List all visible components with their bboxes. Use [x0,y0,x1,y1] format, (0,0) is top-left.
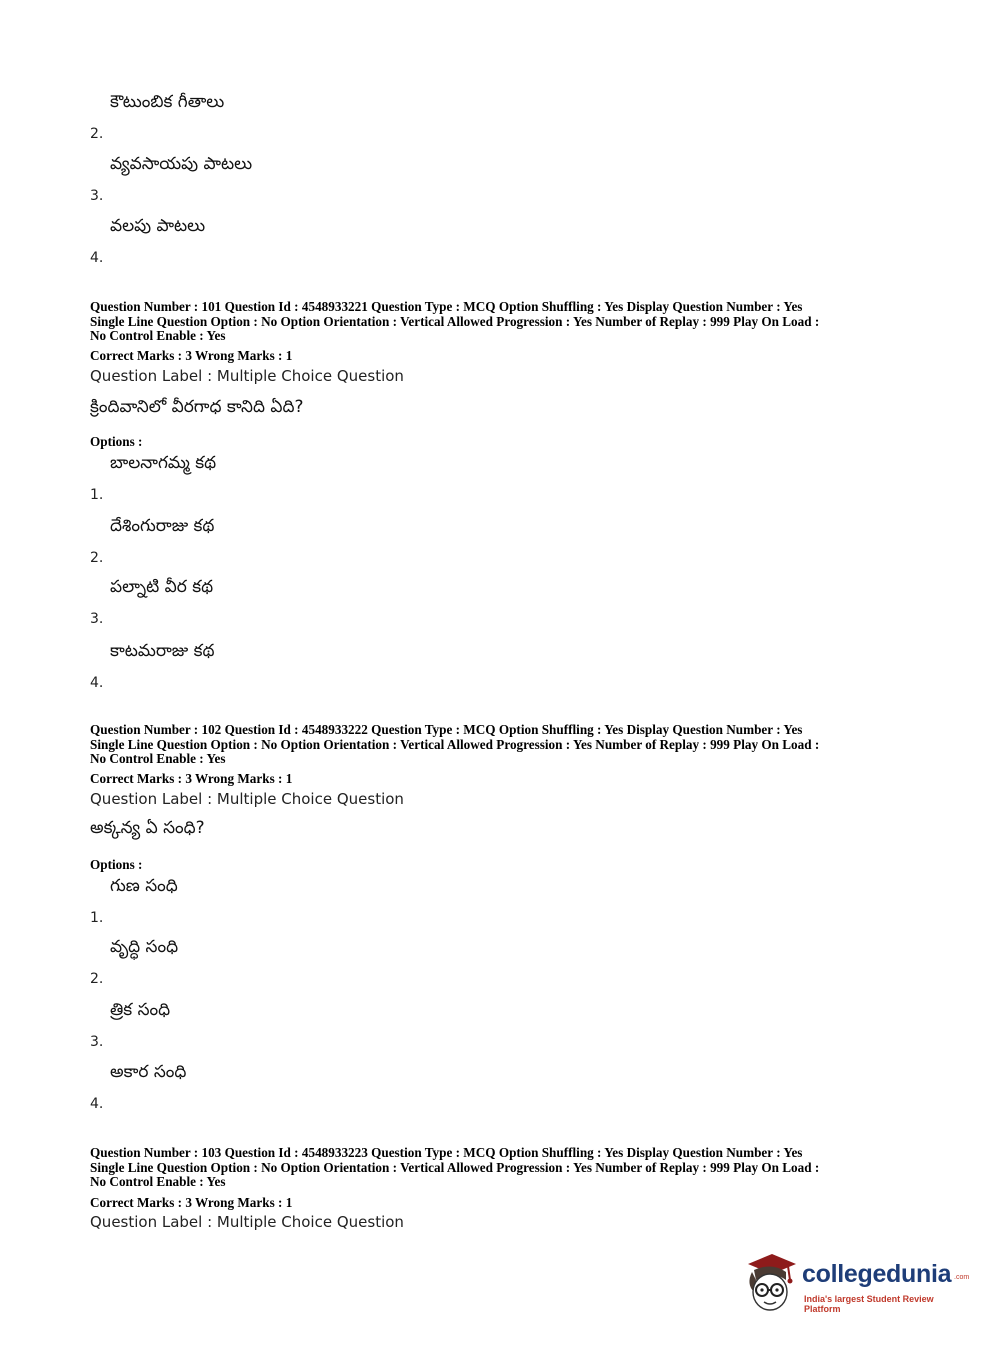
option-text: అకార సంధి [110,1062,187,1082]
option-text: వలపు పాటలు [110,216,206,236]
meta-line: Single Line Question Option : No Option Orientation : Vertical Allowed Progression : Yes Number of Replay : 999 Play On Load : [90,736,820,752]
option-number: 2. [90,971,104,987]
meta-line: Single Line Question Option : No Option Orientation : Vertical Allowed Progression : Yes Number of Replay : 999 Play On Load : [90,1159,820,1175]
meta-line: No Control Enable : Yes [90,1174,226,1189]
option-number: 3. [90,611,104,627]
brand-tagline: India's largest Student Review Platform [804,1294,934,1314]
option-text: బాలనాగమ్మ కథ [110,453,217,473]
student-mascot-icon [742,1250,800,1314]
option-number: 2. [90,126,104,142]
marks-line: Correct Marks : 3 Wrong Marks : 1 [90,348,293,363]
question-text: అక్కన్య ఏ సంధి? [90,818,205,838]
question-text: క్రిందివానిలో వీరగాధ కానిది ఏది? [90,397,304,417]
question-meta [90,300,920,344]
option-number: 4. [90,675,104,691]
option-text: వ్యవసాయపు పాటలు [110,154,253,174]
brand-domain-suffix: .com [954,1274,970,1281]
option-text: కౌటుంబిక గీతాలు [110,92,225,112]
meta-line: Question Number : 102 Question Id : 4548933222 Question Type : MCQ Option Shuffling : Yes Display Question Number : Yes [90,722,803,737]
question-label: Question Label : Multiple Choice Question [90,367,404,385]
question-label: Question Label : Multiple Choice Question [90,790,404,808]
option-number: 3. [90,1034,104,1050]
meta-line: Single Line Question Option : No Option Orientation : Vertical Allowed Progression : Yes Number of Replay : 999 Play On Load : [90,313,820,329]
meta-line: Question Number : 101 Question Id : 4548933221 Question Type : MCQ Option Shuffling : Yes Display Question Number : Yes [90,299,803,314]
option-text: పల్నాటి వీర కథ [110,577,214,597]
options-heading: Options : [90,434,143,449]
question-meta [90,723,920,767]
option-text: త్రిక సంధి [110,1000,171,1020]
option-number: 2. [90,550,104,566]
collegedunia-logo [742,1250,972,1314]
option-number: 1. [90,910,104,926]
marks-line: Correct Marks : 3 Wrong Marks : 1 [90,1195,293,1210]
marks-line: Correct Marks : 3 Wrong Marks : 1 [90,771,293,786]
meta-line: No Control Enable : Yes [90,751,226,766]
option-text: గుణ సంధి [110,876,178,896]
option-text: కాటమరాజు కథ [110,641,215,661]
option-number: 4. [90,1096,104,1112]
option-text: వృద్ధి సంధి [110,937,179,957]
brand-name: collegedunia [802,1260,952,1288]
option-number: 3. [90,188,104,204]
question-label: Question Label : Multiple Choice Question [90,1213,404,1231]
option-number: 1. [90,487,104,503]
meta-line: No Control Enable : Yes [90,328,226,343]
options-heading: Options : [90,857,143,872]
option-number: 4. [90,250,104,266]
option-text: దేశింగురాజు కథ [110,516,215,536]
question-meta [90,1146,920,1190]
meta-line: Question Number : 103 Question Id : 4548933223 Question Type : MCQ Option Shuffling : Yes Display Question Number : Yes [90,1145,803,1160]
